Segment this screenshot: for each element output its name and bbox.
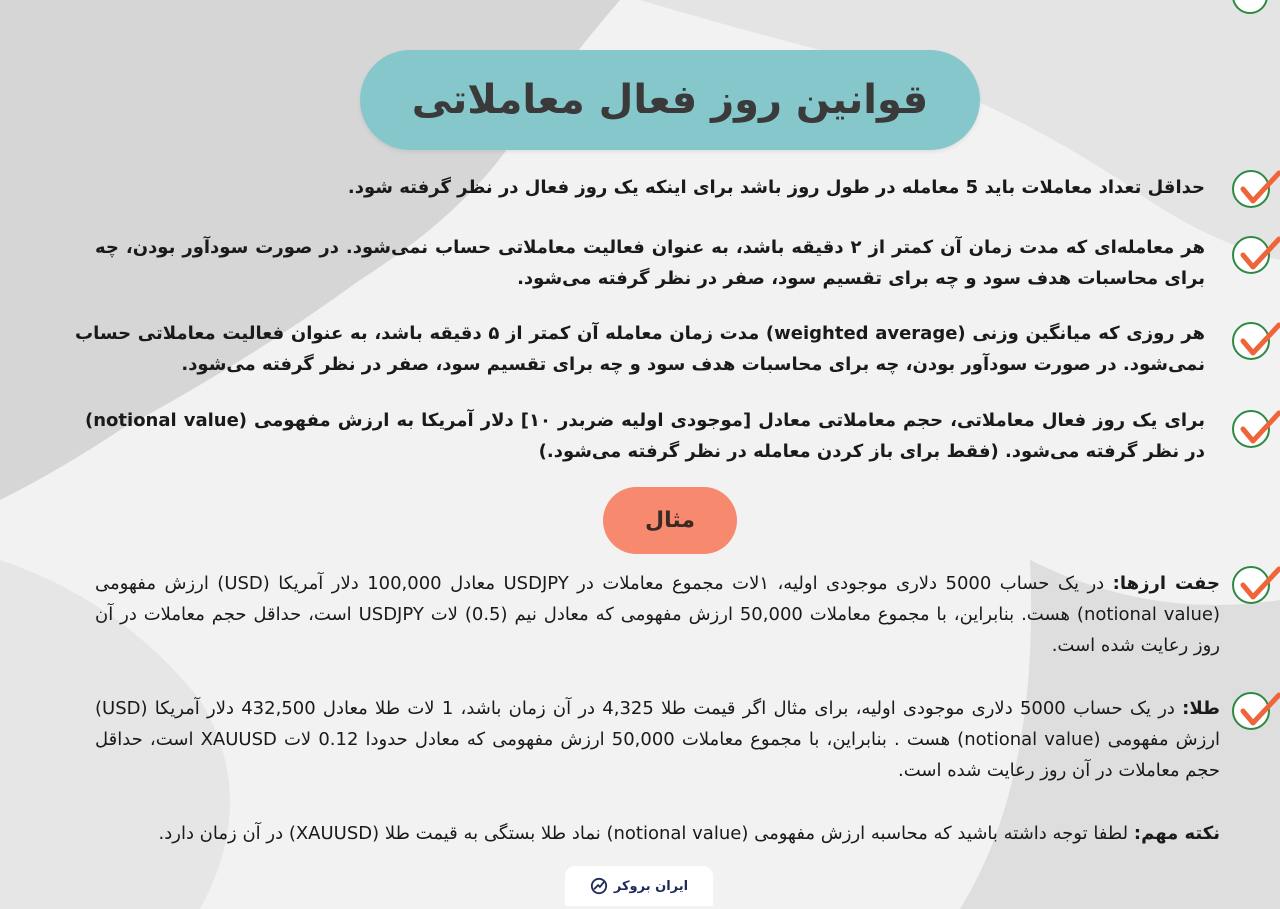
footer-brand: ایران بروکر	[613, 878, 689, 894]
example-label: مثال	[645, 508, 695, 533]
note-lead: نکته مهم:	[1133, 823, 1220, 844]
footer-logo	[565, 866, 713, 906]
rule-item: حداقل تعداد معاملات باید 5 معامله در طول روز باشد برای اینکه یک روز فعال در نظر گرفته شود.	[347, 177, 1205, 198]
example-lead: جفت ارزها:	[1112, 573, 1220, 594]
check-icon	[1232, 410, 1270, 448]
title-banner	[360, 50, 980, 150]
rule-item: هر معامله‌ای که مدت زمان آن کمتر از ۲ دقیقه باشد، به عنوان فعالیت معاملاتی حساب نمی‌شود. در صورت سودآور بودن، چه برای محاسبات هدف سود و چه برای تقسیم سود، صفر در نظر گرفته می‌شود.	[95, 237, 1205, 289]
example-item	[95, 693, 1220, 786]
check-icon	[1232, 692, 1270, 730]
important-note	[95, 818, 1220, 849]
example-text: در یک حساب 5000 دلاری موجودی اولیه، برای مثال اگر قیمت طلا 4,325 در آن زمان باشد، 1 لات طلا معادل 432,500 دلار آمریکا (USD) ارزش مفهومی (notional value) هست . بنابراین، با مجموع معاملات 50,000 ارزش مفهومی که معادل حدودا 0.12 لات XAUUSD است، حداقل حجم معاملات در آن روز رعایت شده است.	[95, 698, 1221, 781]
note-text: لطفا توجه داشته باشید که محاسبه ارزش مفهومی (notional value) نماد طلا بستگی به قیمت طلا (XAUUSD) در آن زمان دارد.	[158, 823, 1134, 844]
page-title: قوانین روز فعال معاملاتی	[411, 77, 929, 123]
rule-item: هر روزی که میانگین وزنی (weighted average) مدت زمان معامله آن کمتر از ۵ دقیقه باشد، به عنوان فعالیت معاملاتی حساب نمی‌شود. در صورت سودآور بودن، چه برای محاسبات هدف سود و چه برای تقسیم سود، صفر در نظر گرفته می‌شود.	[75, 323, 1206, 375]
check-icon	[1232, 236, 1270, 274]
check-icon	[1232, 0, 1268, 14]
example-text: در یک حساب 5000 دلاری موجودی اولیه، ۱لات مجموع معاملات در USDJPY معادل 100,000 دلار آمریکا (USD) ارزش مفهومی (notional value) هست. بنابراین، با مجموع معاملات 50,000 ارزش مفهومی که معادل نیم (0.5) لات USDJPY است، حداقل حجم معاملات در آن روز رعایت شده است.	[95, 573, 1221, 656]
check-icon	[1232, 566, 1270, 604]
check-icon	[1232, 322, 1270, 360]
example-banner	[603, 487, 737, 554]
example-item	[95, 568, 1220, 661]
rule-item: برای یک روز فعال معاملاتی، حجم معاملاتی معادل [موجودی اولیه ضربدر ۱۰] دلار آمریکا به ارزش مفهومی (notional value) در نظر گرفته می‌شود. (فقط برای باز کردن معامله در نظر گرفته می‌شود.)	[85, 410, 1205, 462]
chart-trend-icon	[590, 877, 608, 895]
example-lead: طلا:	[1182, 698, 1220, 719]
check-icon	[1232, 170, 1270, 208]
